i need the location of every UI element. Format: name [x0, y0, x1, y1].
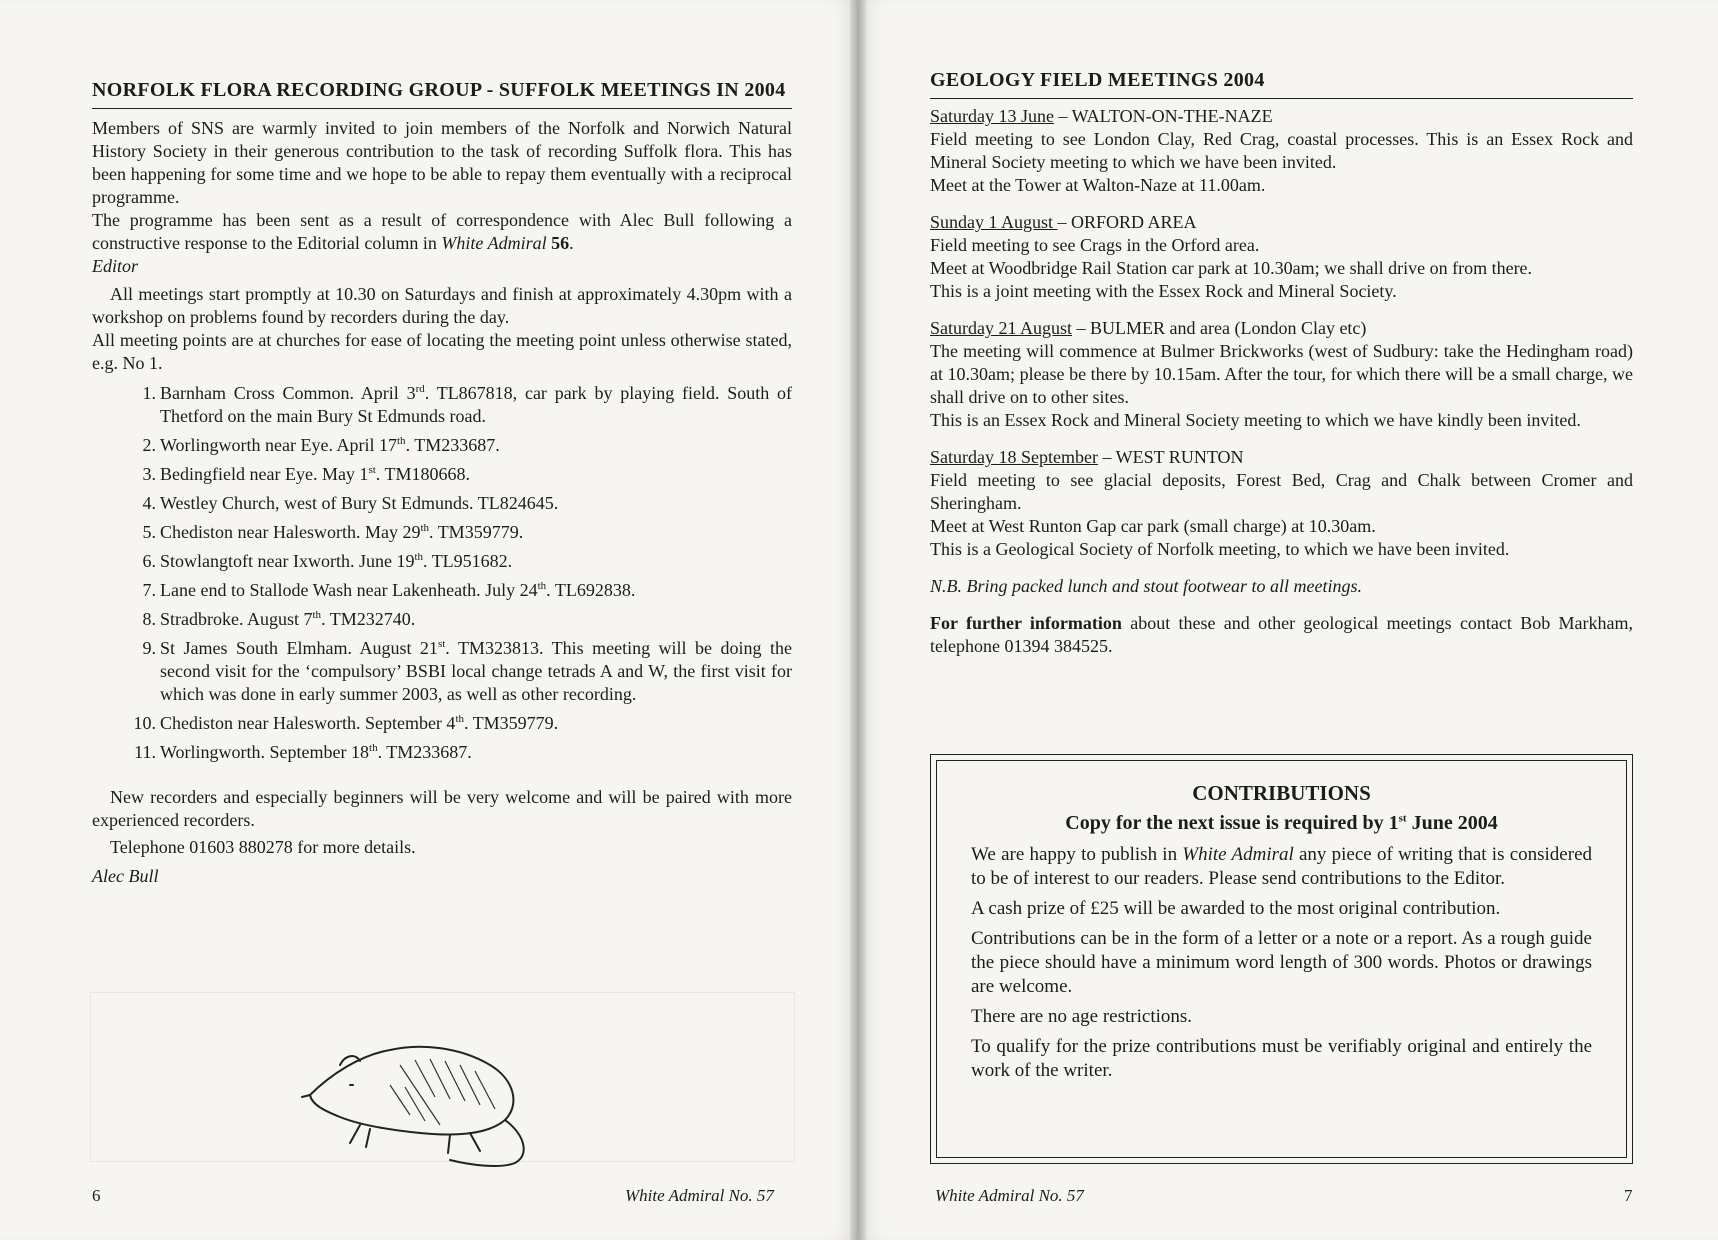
intro-paragraph: Members of SNS are warmly invited to join members of the Norfolk and Norwich Natural History Society in their generous contribution to the task of recording Suffolk flora. This has been happening for some time and we hope to be able to repay them eventually with a reciprocal programme. — [92, 118, 792, 207]
new-recorders-paragraph: New recorders and especially beginners will be very welcome and will be paired with more experienced recorders. — [92, 787, 792, 830]
copy-deadline: Copy for the next issue is required by 1st June 2004 — [1065, 812, 1498, 834]
list-item: 6. Stowlangtoft near Ixworth. June 19th. TL951682. — [142, 551, 513, 571]
list-item: 7. Lane end to Stallode Wash near Lakenheath. July 24th. TL692838. — [142, 580, 636, 600]
geology-heading-rule — [930, 98, 1633, 99]
meetings-intro: All meetings start promptly at 10.30 on Saturdays and finish at approximately 4.30pm with a workshop on problems found by recorders during the day. — [92, 284, 792, 327]
list-item: 1. Barnham Cross Common. April 3rd. TL867818, car park by playing field. South of Thetford on the main Bury St Edmunds road. — [142, 383, 792, 426]
meetings-list — [134, 382, 792, 764]
list-item: 9. St James South Elmham. August 21st. TM323813. This meeting will be doing the second visit for the ‘compulsory’ BSBI local change tetrads A and W, the first visit for which was done in early summer 2003, as well as other recording. — [142, 638, 792, 704]
programme-paragraph: The programme has been sent as a result of correspondence with Alec Bull following a constructive response to the Editorial column in White Admiral 56. — [92, 210, 792, 253]
event-walton: Saturday 13 June – WALTON-ON-THE-NAZE Field meeting to see London Clay, Red Crag, coastal processes. This is an Essex Rock and Mineral Society meeting to which we have been invited. Meet at the Tower at Walton-Naze at 11.00am. — [930, 106, 1633, 195]
left-page-number: 6 — [92, 1186, 101, 1205]
contributions-p2: A cash prize of £25 will be awarded to the most original contribution. — [971, 898, 1501, 919]
right-page-number: 7 — [1624, 1186, 1633, 1205]
list-item: 2. Worlingworth near Eye. April 17th. TM233687. — [142, 435, 500, 455]
contributions-box — [930, 754, 1633, 1164]
alec-bull-signature: Alec Bull — [92, 866, 159, 886]
nb-note: N.B. Bring packed lunch and stout footwear to all meetings. — [930, 576, 1362, 596]
left-column — [92, 78, 792, 888]
left-footer-title: White Admiral No. 57 — [625, 1186, 774, 1205]
event-orford: Sunday 1 August – ORFORD AREA Field meeting to see Crags in the Orford area. Meet at Woodbridge Rail Station car park at 10.30am; we shall drive on from there. This is a joint meeting with the Essex Rock and Mineral Society. — [930, 212, 1533, 301]
right-footer-title: White Admiral No. 57 — [935, 1186, 1084, 1205]
heading-rule — [92, 108, 792, 109]
contributions-inner — [936, 760, 1627, 1158]
event-west-runton: Saturday 18 September – WEST RUNTON Field meeting to see glacial deposits, Forest Bed, Crag and Chalk between Cromer and Sheringham. Meet at West Runton Gap car park (small charge) at 10.30am. This is a Geological Society of Norfolk meeting, to which we have been invited. — [930, 447, 1633, 559]
contributions-p1: We are happy to publish in White Admiral any piece of writing that is considered to be of interest to our readers. Please send contributions to the Editor. — [971, 844, 1592, 889]
list-item: 10. Chediston near Halesworth. September 4th. TM359779. — [133, 713, 559, 733]
meeting-points-note: All meeting points are at churches for ease of locating the meeting point unless otherwise stated, e.g. No 1. — [92, 330, 792, 373]
contributions-title: CONTRIBUTIONS — [1192, 781, 1371, 805]
mouse-illustration — [300, 1025, 570, 1170]
list-item: 4. Westley Church, west of Bury St Edmunds. TL824645. — [142, 493, 559, 513]
norfolk-flora-heading: NORFOLK FLORA RECORDING GROUP - SUFFOLK MEETINGS IN 2004 — [92, 79, 786, 101]
list-item: 3. Bedingfield near Eye. May 1st. TM180668. — [142, 464, 470, 484]
list-item: 8. Stradbroke. August 7th. TM232740. — [142, 609, 416, 629]
editor-signature: Editor — [92, 256, 139, 276]
geology-heading: GEOLOGY FIELD MEETINGS 2004 — [930, 69, 1265, 91]
list-item: 11. Worlingworth. September 18th. TM233687. — [134, 742, 472, 762]
list-item: 5. Chediston near Halesworth. May 29th. TM359779. — [142, 522, 524, 542]
further-information: For further information about these and other geological meetings contact Bob Markham, telephone 01394 384525. — [930, 613, 1634, 656]
event-bulmer: Saturday 21 August – BULMER and area (London Clay etc) The meeting will commence at Bulmer Brickworks (west of Sudbury: take the Hedingham road) at 10.30am; please be there by 10.15am. After the tour, for which there will be a small charge, we shall drive on to other sites. This is an Essex Rock and Mineral Society meeting to which we have kindly been invited. — [930, 318, 1633, 430]
contributions-p5: To qualify for the prize contributions must be verifiably original and entirely the work of the writer. — [971, 1036, 1592, 1081]
telephone-line: Telephone 01603 880278 for more details. — [110, 837, 416, 857]
contributions-p4: There are no age restrictions. — [971, 1006, 1193, 1027]
book-gutter — [850, 0, 866, 1240]
right-column — [930, 68, 1633, 658]
contributions-p3: Contributions can be in the form of a letter or a note or a report. As a rough guide the piece should have a minimum word length of 300 words. Photos or drawings are welcome. — [971, 928, 1592, 997]
